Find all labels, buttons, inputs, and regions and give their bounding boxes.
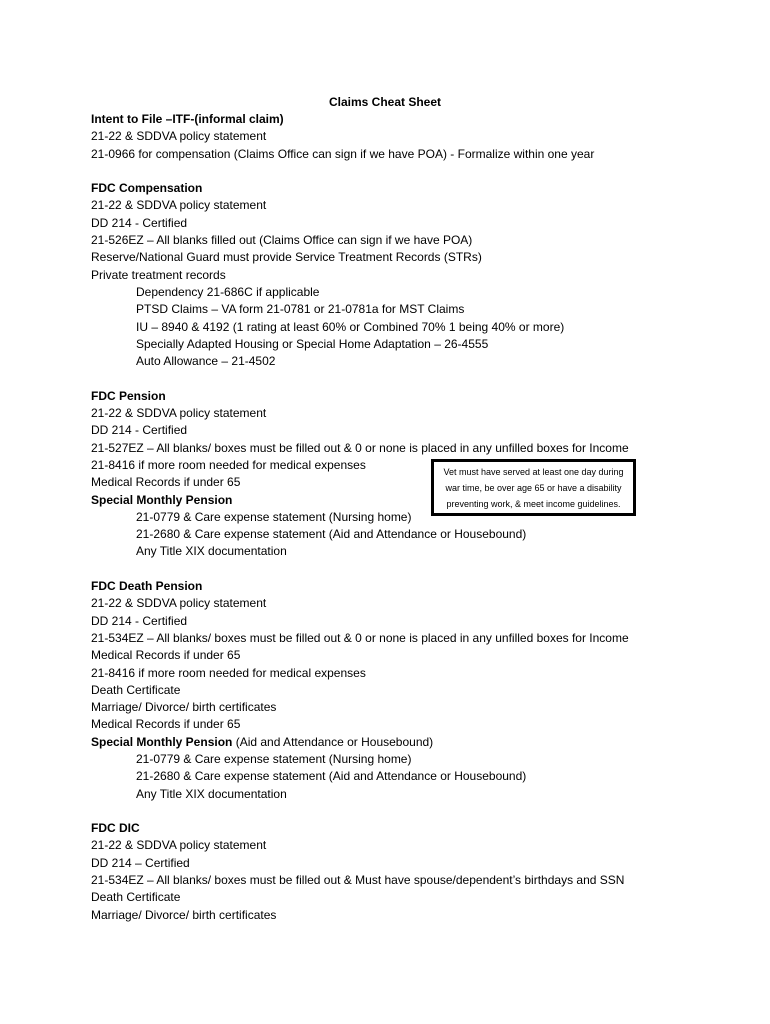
pension-line: 21-22 & SDDVA policy statement (91, 406, 267, 421)
pension-line: 21-8416 if more room needed for medical expenses (91, 457, 366, 472)
pension-indented-line: Any Title XIX documentation (136, 544, 287, 559)
fdc-dic-heading: FDC DIC (91, 821, 140, 836)
pension-line: 21-527EZ – All blanks/ boxes must be filled out & 0 or none is placed in any unfilled boxes for Income (91, 440, 629, 455)
death-pension-line: 21-8416 if more room needed for medical expenses (91, 665, 366, 680)
fdc-compensation-heading: FDC Compensation (91, 181, 203, 196)
pension-eligibility-callout: Vet must have served at least one day during war time, be over age 65 or have a disability preventing work, & meet income guidelines. (431, 459, 636, 516)
pension-smp-heading: Special Monthly Pension (91, 492, 233, 507)
compensation-line: Private treatment records (91, 267, 226, 282)
compensation-indented-line: PTSD Claims – VA form 21-0781 or 21-0781a for MST Claims (136, 302, 465, 317)
compensation-line: DD 214 - Certified (91, 215, 188, 230)
dic-line: 21-22 & SDDVA policy statement (91, 838, 267, 853)
death-pension-smp-note: (Aid and Attendance or Housebound) (232, 734, 434, 749)
pension-line: Medical Records if under 65 (91, 475, 241, 490)
dic-line: Marriage/ Divorce/ birth certificates (91, 907, 277, 922)
spacer (91, 561, 711, 578)
page-title: Claims Cheat Sheet (328, 95, 442, 109)
death-pension-line: 21-534EZ – All blanks/ boxes must be filled out & 0 or none is placed in any unfilled boxes for Income (91, 630, 629, 645)
death-pension-line: 21-22 & SDDVA policy statement (91, 596, 267, 611)
compensation-indented-line: Auto Allowance – 21-4502 (136, 354, 276, 369)
itf-line: 21-0966 for compensation (Claims Office can sign if we have POA) - Formalize within one year (91, 146, 595, 161)
compensation-line: 21-526EZ – All blanks filled out (Claims Office can sign if we have POA) (91, 233, 473, 248)
death-pension-line: Medical Records if under 65 (91, 648, 241, 663)
compensation-indented-line: Dependency 21-686C if applicable (136, 284, 320, 299)
death-pension-indented-line: 21-0779 & Care expense statement (Nursing home) (136, 751, 412, 766)
death-pension-smp-line (91, 734, 711, 751)
compensation-line: Reserve/National Guard must provide Service Treatment Records (STRs) (91, 250, 482, 265)
dic-line: DD 214 – Certified (91, 855, 190, 870)
spacer (91, 803, 711, 820)
death-pension-indented-line: Any Title XIX documentation (136, 786, 287, 801)
itf-heading: Intent to File –ITF-(informal claim) (91, 112, 284, 126)
death-pension-smp-heading: Special Monthly Pension (91, 734, 233, 749)
dic-line: Death Certificate (91, 890, 181, 905)
spacer (91, 370, 711, 387)
pension-indented-line: 21-2680 & Care expense statement (Aid and Attendance or Housebound) (136, 527, 527, 542)
death-pension-line: DD 214 - Certified (91, 613, 188, 628)
document-body (91, 111, 711, 924)
death-pension-line: Death Certificate (91, 682, 181, 697)
compensation-line: 21-22 & SDDVA policy statement (91, 198, 267, 213)
fdc-death-pension-heading: FDC Death Pension (91, 579, 203, 594)
pension-line: DD 214 - Certified (91, 423, 188, 438)
pension-indented-line: 21-0779 & Care expense statement (Nursing home) (136, 509, 412, 524)
spacer (91, 163, 711, 180)
compensation-indented-line: IU – 8940 & 4192 (1 rating at least 60% or Combined 70% 1 being 40% or more) (136, 319, 565, 334)
death-pension-indented-line: 21-2680 & Care expense statement (Aid and Attendance or Housebound) (136, 769, 527, 784)
dic-line: 21-534EZ – All blanks/ boxes must be filled out & Must have spouse/dependent’s birthdays and SSN (91, 873, 625, 888)
death-pension-line: Marriage/ Divorce/ birth certificates (91, 700, 277, 715)
fdc-pension-heading: FDC Pension (91, 388, 166, 403)
itf-line: 21-22 & SDDVA policy statement (91, 129, 267, 144)
death-pension-line: Medical Records if under 65 (91, 717, 241, 732)
compensation-indented-line: Specially Adapted Housing or Special Home Adaptation – 26-4555 (136, 336, 489, 351)
